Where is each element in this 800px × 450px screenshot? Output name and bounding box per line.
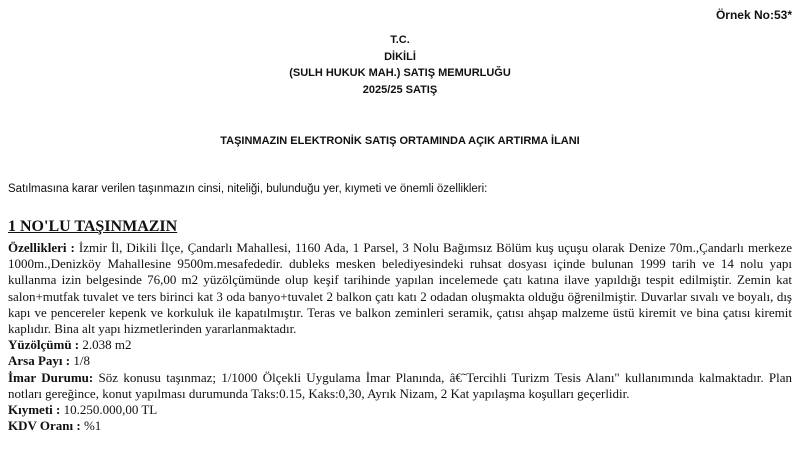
kdv-orani-value: %1 <box>80 418 102 434</box>
header-line-tc: T.C. <box>390 34 410 46</box>
ornek-no: Örnek No:53* <box>715 8 792 22</box>
imar-durumu-value: Söz konusu taşınmaz; 1/1000 Ölçekli Uygulama İmar Planında, â€˜Tercihli Turizm Tesis Alanı" kullanımında kalmaktadır. Plan notları gereğince, konut yapılması durumunda Taks:0.15, Kaks:0,30, Ayrık Nizam, 2 Kat yapılaşma koşulları geçerlidir. <box>8 369 792 401</box>
imar-durumu-row <box>8 370 792 402</box>
yuzolcumu-label: Yüzölçümü : <box>8 337 80 353</box>
property-heading: 1 NO'LU TAŞINMAZIN <box>8 218 178 235</box>
property-details <box>8 240 792 434</box>
arsa-payi-label: Arsa Payı : <box>8 353 71 369</box>
intro-text: Satılmasına karar verilen taşınmazın cinsi, niteliği, bulunduğu yer, kıymeti ve önemli özellikleri: <box>8 183 488 195</box>
kiymeti-label: Kıymeti : <box>8 402 61 418</box>
announcement-title: TAŞINMAZIN ELEKTRONİK SATIŞ ORTAMINDA AÇIK ARTIRMA İLANI <box>220 135 580 147</box>
ozellikleri-text: İzmir İl, Dikili İlçe, Çandarlı Mahallesi, 1160 Ada, 1 Parsel, 3 Nolu Bağımsız Bölüm kuş uçuşu olarak Denize 70m.,Çandarlı merkeze 1000m.,Denizköy Mahallesine 9500m.mesafededir. dubleks mesken belediyesindeki ruhsat dosyası içinde bulunan 1999 tarih ve 14 nolu yapı kullanma izin belgesinde 76,00 m2 yüzölçümünde olup keşif tarihinde yapılan incelemede çatı katına ilave yapıldığı tespit edilmiştir. Zemin kat salon+mutfak tuvalet ve ters birinci kat 3 oda banyo+tuvalet 2 balkon çatı katı 2 odadan oluşmakta olduğu öğrenilmiştir. Duvarlar sıvalı ve boyalı, dış kapı ve pencereler kepenk ve korkuluk ile kapatılmıştır. Teras ve balkon zeminleri seramik, çatısı ahşap malzeme üstü kiremit ve bina çatısı kiremit kaplıdır. Bina alt yapı hizmetlerinden yararlanmaktadır. <box>8 240 792 337</box>
kdv-orani-row <box>8 418 792 434</box>
arsa-payi-row <box>8 353 792 369</box>
kiymeti-value: 10.250.000,00 TL <box>60 402 158 418</box>
yuzolcumu-value: 2.038 m2 <box>79 337 132 353</box>
yuzolcumu-row <box>8 337 792 353</box>
kiymeti-row <box>8 402 792 418</box>
header-line-dikili: DİKİLİ <box>384 50 416 63</box>
header-line-case-no: 2025/25 SATIŞ <box>362 83 438 96</box>
kdv-orani-label: KDV Oranı : <box>8 418 81 434</box>
arsa-payi-value: 1/8 <box>70 353 90 369</box>
document-header <box>0 32 800 98</box>
ozellikleri-label: Özellikleri : <box>8 240 75 255</box>
imar-durumu-label: İmar Durumu: <box>8 369 94 385</box>
ozellikleri-paragraph <box>8 240 792 337</box>
header-line-office: (SULH HUKUK MAH.) SATIŞ MEMURLUĞU <box>289 67 511 79</box>
